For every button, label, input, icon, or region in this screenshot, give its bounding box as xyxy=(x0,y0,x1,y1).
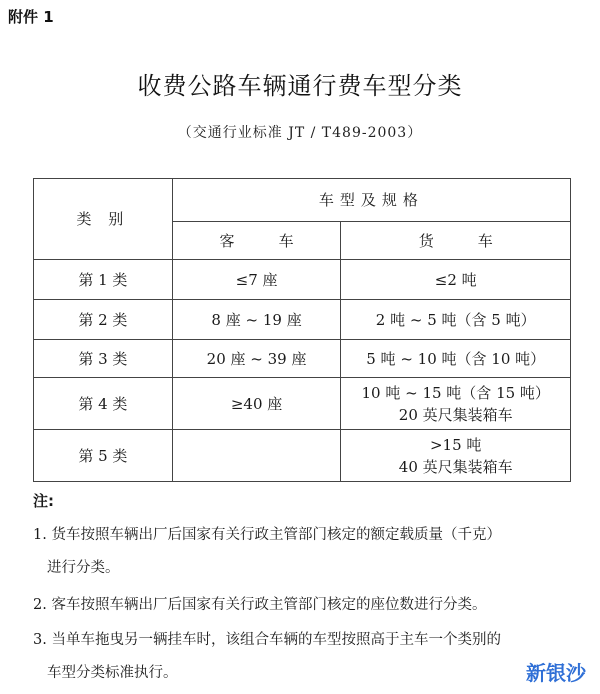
note-item xyxy=(33,624,593,690)
truck-cell-line: 20 英尺集装箱车 xyxy=(398,405,513,424)
truck-cell-line: 10 吨 ~ 15 吨（含 15 吨） xyxy=(361,383,550,402)
table-row xyxy=(34,340,571,378)
notes-label: 注: xyxy=(33,492,54,510)
category-header: 类 别 xyxy=(34,179,173,260)
category-cell: 第 3 类 xyxy=(34,340,173,378)
note-item xyxy=(33,519,593,585)
bus-cell xyxy=(172,430,341,482)
truck-cell: ≤2 吨 xyxy=(341,260,571,300)
bus-cell: ≤7 座 xyxy=(172,260,341,300)
note-line: 1. 货车按照车辆出厂后国家有关行政主管部门核定的额定载质量（千克） xyxy=(33,527,501,543)
table-row xyxy=(34,378,571,430)
category-cell: 第 2 类 xyxy=(34,300,173,340)
standard-subtitle: （交通行业标准 JT / T489-2003） xyxy=(177,125,423,141)
truck-header: 货 车 xyxy=(341,222,571,260)
page-title: 收费公路车辆通行费车型分类 xyxy=(137,72,463,100)
truck-cell xyxy=(341,378,571,430)
truck-cell-line: >15 吨 xyxy=(429,435,482,454)
truck-cell xyxy=(341,430,571,482)
bus-cell: ≥40 座 xyxy=(172,378,341,430)
category-cell: 第 1 类 xyxy=(34,260,173,300)
note-item xyxy=(33,589,593,622)
watermark-logo: 新银沙 xyxy=(526,661,586,685)
note-line: 进行分类。 xyxy=(47,560,120,576)
bus-cell: 8 座 ~ 19 座 xyxy=(172,300,341,340)
truck-cell-line: 40 英尺集装箱车 xyxy=(398,457,513,476)
table-row xyxy=(34,300,571,340)
attachment-label: 附件 1 xyxy=(8,8,54,26)
truck-cell: 5 吨 ~ 10 吨（含 10 吨） xyxy=(341,340,571,378)
category-cell: 第 5 类 xyxy=(34,430,173,482)
table-row xyxy=(34,430,571,482)
spec-header: 车型及规格 xyxy=(172,179,570,222)
truck-cell: 2 吨 ~ 5 吨（含 5 吨） xyxy=(341,300,571,340)
table-row xyxy=(34,260,571,300)
note-line: 3. 当单车拖曳另一辆挂车时，该组合车辆的车型按照高于主车一个类别的 xyxy=(33,632,501,648)
note-line: 车型分类标准执行。 xyxy=(47,665,178,681)
bus-cell: 20 座 ~ 39 座 xyxy=(172,340,341,378)
bus-header: 客 车 xyxy=(172,222,341,260)
category-cell: 第 4 类 xyxy=(34,378,173,430)
vehicle-class-table xyxy=(33,178,571,482)
note-line: 2. 客车按照车辆出厂后国家有关行政主管部门核定的座位数进行分类。 xyxy=(33,597,487,613)
